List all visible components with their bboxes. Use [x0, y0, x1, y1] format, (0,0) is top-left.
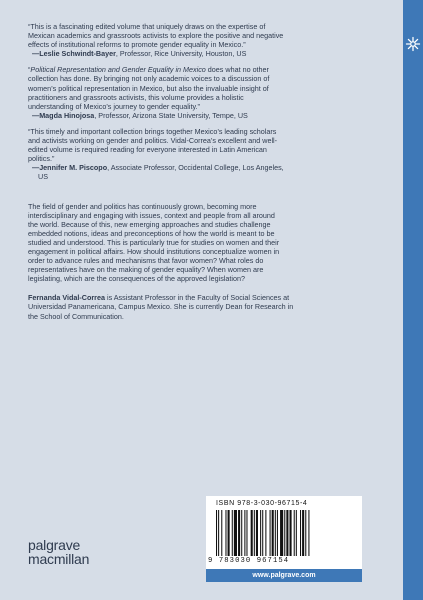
description-line: representatives have on the making of gender equality? When women are: [28, 265, 264, 275]
quote-line: Mexican academics and grassroots activists to explore the positive and negative: [28, 31, 284, 41]
quote-line: practitioners and grassroots activists, this volume provides a holistic: [28, 92, 244, 102]
barcode-bar: [225, 510, 226, 556]
quote-line: “This timely and important collection brings together Mexico’s leading scholars: [28, 126, 277, 136]
isbn-label: ISBN 978-3-030-96715-4: [216, 500, 308, 507]
barcode-bar: [218, 510, 219, 556]
barcode-bar: [277, 510, 278, 556]
barcode-bar: [241, 510, 242, 556]
barcode-bar: [308, 510, 309, 556]
quote-attribution: [28, 49, 386, 58]
barcode-bar: [234, 510, 237, 556]
barcode-bar: [228, 510, 230, 556]
barcode-bar: [300, 510, 301, 556]
description-line: the world. Because of this, new emerging approaches and studies challenge: [28, 219, 271, 229]
bio-line: [28, 293, 386, 302]
description-line: embedded notions, ideas and preconceptions of how the world is meant to be: [28, 228, 275, 238]
description-line: The field of gender and politics has continuously grown, becoming more: [28, 201, 257, 211]
barcode-bar: [296, 510, 297, 556]
publisher-website: www.palgrave.com: [206, 569, 362, 582]
quote-attribution: [28, 111, 386, 120]
spine-strip: [403, 0, 423, 600]
bio-line: the School of Communication.: [28, 311, 124, 321]
barcode-bar: [294, 510, 295, 556]
description-line: studied and understood. This is particularly true for studies on women and their: [28, 237, 280, 247]
barcode-bar: [251, 510, 253, 556]
barcode-bar: [305, 510, 306, 556]
barcode-bar: [286, 510, 288, 556]
publisher-logo: [28, 538, 89, 567]
barcode-bar: [290, 510, 292, 556]
author-name: Fernanda Vidal-Correa: [28, 293, 105, 303]
barcode-bar: [262, 510, 263, 556]
author-bio: [28, 293, 386, 320]
review-quote-2: [28, 65, 386, 120]
book-description: [28, 202, 386, 284]
reviewer-affiliation: , Professor, Rice University, Houston, US: [115, 49, 247, 59]
quote-line: effects of institutional reforms to promote gender equality in Mexico.”: [28, 40, 246, 50]
barcode-bar: [244, 510, 245, 556]
reviewer-name: —Leslie Schwindt-Bayer: [32, 49, 116, 59]
quote-line: “This is a fascinating edited volume that uniquely draws on the expertise of: [28, 22, 266, 31]
quote-line: understanding of Mexico’s journey to gender equality.”: [28, 101, 200, 111]
barcode-bar: [284, 510, 285, 556]
reviewer-affiliation-continued: US: [38, 172, 48, 182]
barcode-bar: [272, 510, 274, 556]
quote-line: “Political Representation and Gender Equality in Mexico does what no other: [28, 65, 269, 75]
barcode-bar: [221, 510, 222, 556]
barcode-bar: [238, 510, 240, 556]
bio-line: Universidad Panamericana, Campus Mexico. She is currently Dean for Research in: [28, 302, 294, 312]
review-quote-1: [28, 22, 386, 58]
palgrave-star-icon: [405, 36, 421, 52]
barcode-bar: [280, 510, 283, 556]
barcode-digits: 9 783030 967154: [208, 557, 290, 565]
quote-attribution: [28, 163, 386, 172]
reviewer-name: —Magda Hinojosa: [32, 110, 95, 120]
reviewer-name: —Jennifer M. Piscopo: [32, 163, 108, 173]
quote-line: edited volume is required reading for everyone interested in Latin American: [28, 145, 267, 155]
quote-line: politics.”: [28, 154, 55, 164]
publisher-line-2: macmillan: [28, 551, 90, 567]
barcode-bar: [265, 510, 266, 556]
description-line: legislating, which are the consequences of the approved legislation?: [28, 274, 245, 284]
barcode-bar: [232, 510, 233, 556]
bio-text: is Assistant Professor in the Faculty of Social Sciences at: [104, 293, 290, 303]
reviewer-affiliation: , Professor, Arizona State University, Tempe, US: [94, 110, 248, 120]
barcode-bar: [260, 510, 261, 556]
reviewer-affiliation: , Associate Professor, Occidental College, Los Angeles,: [107, 163, 284, 173]
quote-line: women’s political representation in Mexico, but also the invaluable insight of: [28, 83, 269, 93]
barcode-bars: [216, 510, 354, 556]
publisher-line-1: palgrave: [28, 537, 81, 553]
barcode-bar: [246, 510, 247, 556]
description-line: order to advance rules and mechanisms that favor women? What roles do: [28, 256, 264, 266]
barcode-bar: [256, 510, 258, 556]
quote-line: and activists working on gender and politics. Vidal-Correa’s excellent and well-: [28, 136, 278, 146]
back-cover-text: [28, 22, 386, 321]
book-title-italic: Political Representation and Gender Equality in Mexico: [30, 65, 206, 75]
barcode-bar: [275, 510, 276, 556]
barcode-box: [206, 496, 362, 570]
description-line: engagement in political affairs. How should institutions conceptualize women in: [28, 246, 280, 256]
quote-line: collection has done. By bringing not only academic voices to a discussion of: [28, 74, 270, 84]
barcode-bar: [216, 510, 217, 556]
barcode-bar: [270, 510, 271, 556]
barcode-bar: [254, 510, 255, 556]
quote-text-continued: does what no other: [205, 65, 269, 75]
description-line: interdisciplinary and engaging with issues, context and people from all around: [28, 210, 275, 220]
review-quote-3: [28, 127, 386, 182]
barcode-bar: [302, 510, 304, 556]
